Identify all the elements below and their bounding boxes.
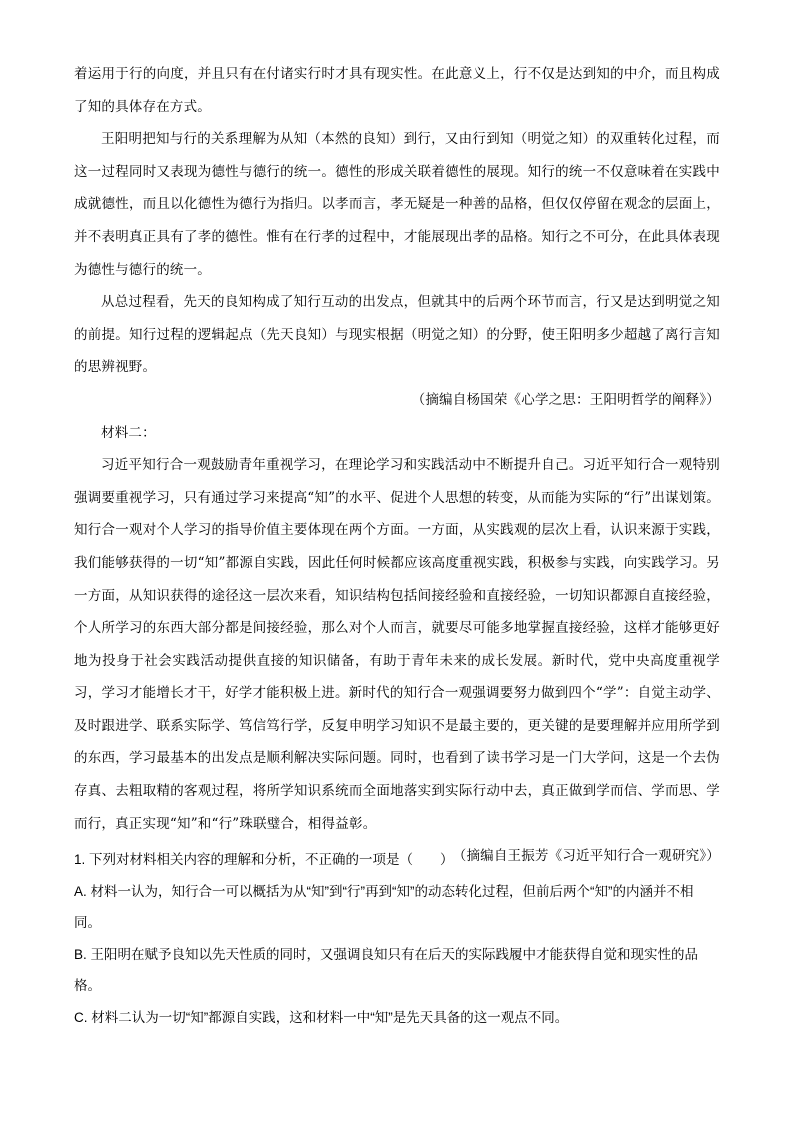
question-1-stem: 1. 下列对材料相关内容的理解和分析，不正确的一项是（ ） <box>74 852 454 867</box>
material1-source: （摘编自杨国荣《心学之思：王阳明哲学的阐释》） <box>411 391 720 408</box>
material1-paragraph-3: 从总过程看，先天的良知构成了知行互动的出发点，但就其中的后两个环节而言，行又是达到明觉之知的前提。知行过程的逻辑起点（先天良知）与现实根据（明觉之知）的分野，使王阳明多少超越了离行言知的思辨视野。 <box>74 294 720 376</box>
material1-paragraph-1: 着运用于行的向度，并且只有在付诸实行时才具有现实性。在此意义上，行不仅是达到知的中介，而且构成了知的具体存在方式。 <box>74 66 720 115</box>
material-text <box>74 58 720 873</box>
material2-heading: 材料二： <box>101 424 156 441</box>
question-1-option-c: C. 材料二认为一切“知”都源自实践，这和材料一中“知”是先天具备的这一观点不同。 <box>74 1009 569 1025</box>
question-1-option-b: B. 王阳明在赋予良知以先天性质的同时，又强调良知只有在后天的实际践履中才能获得自觉和现实性的品格。 <box>74 946 699 994</box>
material1-paragraph-2: 王阳明把知与行的关系理解为从知（本然的良知）到行，又由行到知（明觉之知）的双重转化过程，而这一过程同时又表现为德性与德行的统一。德性的形成关联着德性的展现。知行的统一不仅意味着在实践中成就德性，而且以化德性为德行为指归。以孝而言，孝无疑是一种善的品格，但仅仅停留在观念的层面上，并不表明真正具有了孝的德性。惟有在行孝的过程中，才能展现出孝的品格。知行之不可分，在此具体表现为德性与德行的统一。 <box>74 131 720 278</box>
question-1 <box>74 844 720 1034</box>
material2-paragraph: 习近平知行合一观鼓励青年重视学习，在理论学习和实践活动中不断提升自己。习近平知行合一观特别强调要重视学习，只有通过学习来提高“知”的水平、促进个人思想的转变，从而能为实际的“行”出谋划策。知行合一观对个人学习的指导价值主要体现在两个方面。一方面，从实践观的层次上看，认识来源于实践，我们能够获得的一切“知”都源自实践，因此任何时候都应该高度重视实践，积极参与实践，向实践学习。另一方面，从知识获得的途径这一层次来看，知识结构包括间接经验和直接经验，一切知识都源自直接经验，个人所学习的东西大部分都是间接经验，那么对个人而言，就要尽可能多地掌握直接经验，这样才能够更好地为投身于社会实践活动提供直接的知识储备，有助于青年未来的成长发展。新时代，党中央高度重视学习，学习才能增长才干，好学才能积极上进。新时代的知行合一观强调要努力做到四个“学”：自觉主动学、及时跟进学、联系实际学、笃信笃行学，反复申明学习知识不是最主要的，更关键的是要理解并应用所学到的东西，学习最基本的出发点是顺利解决实际问题。同时，也看到了读书学习是一门大学问，这是一个去伪存真、去粗取精的客观过程，将所学知识系统而全面地落实到实际行动中去，真正做到学而信、学而思、学而行，真正实现“知”和“行”珠联璧合，相得益彰。 <box>74 457 720 832</box>
question-1-option-a: A. 材料一认为，知行合一可以概括为从“知”到“行”再到“知”的动态转化过程，但前后两个“知”的内涵并不相同。 <box>74 883 694 931</box>
material2-source: （摘编自王振芳《习近平知行合一观研究》） <box>452 848 720 865</box>
